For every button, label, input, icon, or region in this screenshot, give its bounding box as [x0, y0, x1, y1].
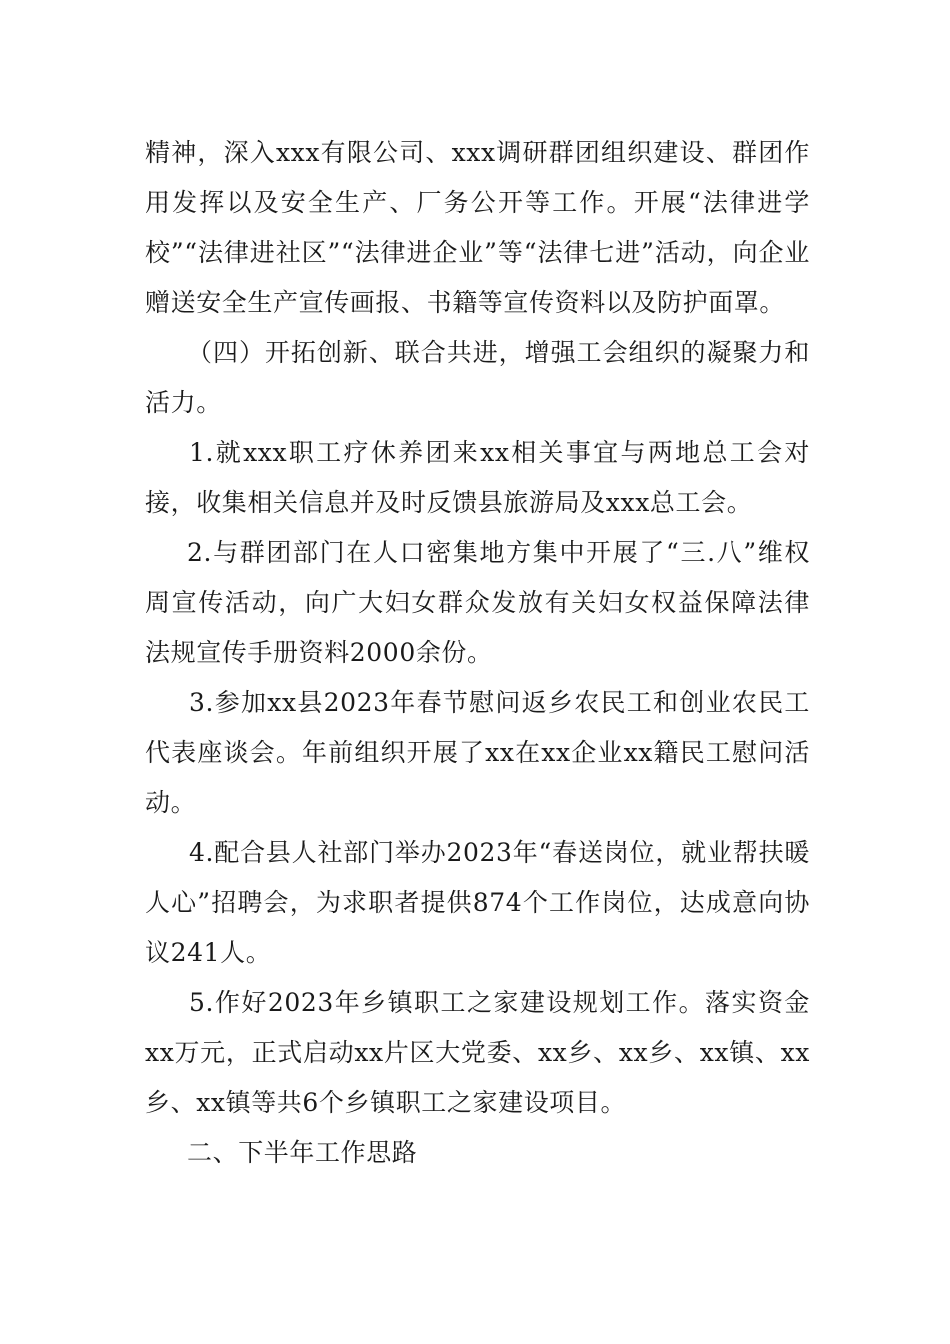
document-body: [145, 128, 810, 1178]
list-item-4: 4.配合县人社部门举办2023年“春送岗位，就业帮扶暖人心”招聘会，为求职者提供874个工作岗位，达成意向协议241人。: [145, 838, 810, 967]
section-heading-2: 二、下半年工作思路: [187, 1138, 418, 1167]
paragraph-continuation: 精神，深入xxx有限公司、xxx调研群团组织建设、群团作用发挥以及安全生产、厂务公开等工作。开展“法律进学校”“法律进社区”“法律进企业”等“法律七进”活动，向企业赠送安全生产宣传画报、书籍等宣传资料以及防护面罩。: [145, 138, 810, 317]
list-item-1: 1.就xxx职工疗休养团来xx相关事宜与两地总工会对接，收集相关信息并及时反馈县旅游局及xxx总工会。: [145, 438, 810, 517]
list-item-2: 2.与群团部门在人口密集地方集中开展了“三.八”维权周宣传活动，向广大妇女群众发放有关妇女权益保障法律法规宣传手册资料2000余份。: [145, 538, 810, 667]
section-heading-4: （四）开拓创新、联合共进，增强工会组织的凝聚力和活力。: [145, 338, 810, 417]
list-item-5: 5.作好2023年乡镇职工之家建设规划工作。落实资金xx万元，正式启动xx片区大党委、xx乡、xx乡、xx镇、xx乡、xx镇等共6个乡镇职工之家建设项目。: [145, 988, 810, 1117]
list-item-3: 3.参加xx县2023年春节慰问返乡农民工和创业农民工代表座谈会。年前组织开展了xx在xx企业xx籍民工慰问活动。: [145, 688, 810, 817]
